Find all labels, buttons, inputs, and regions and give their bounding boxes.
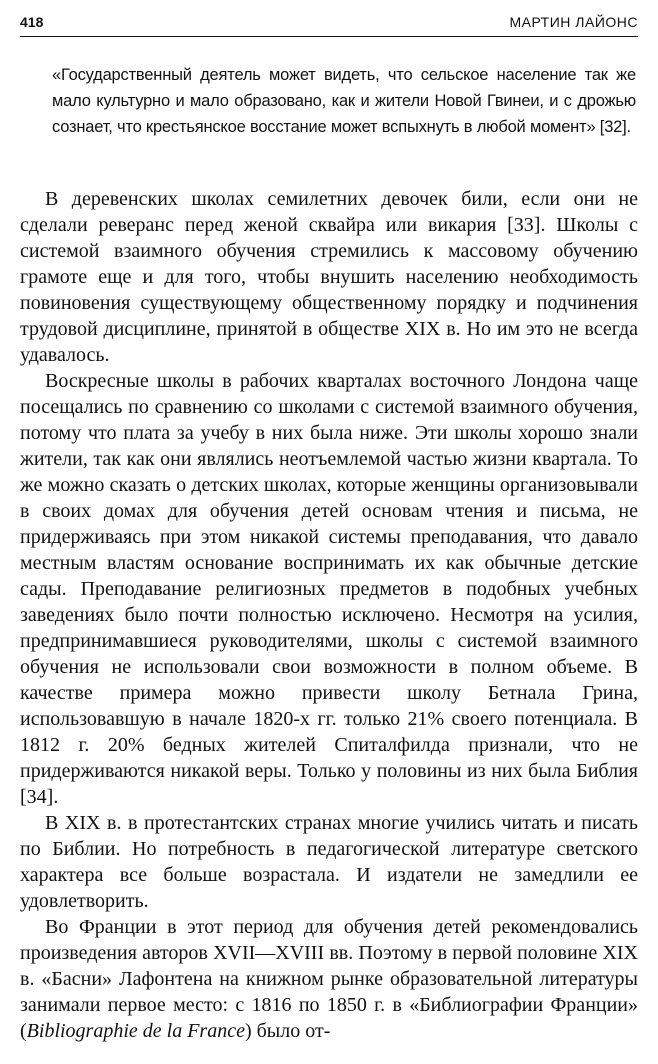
paragraph: [20, 914, 638, 1044]
block-quote: «Государственный деятель может видеть, что сельское население так же мало культурно и мало образовано, как и жители Новой Гвинеи, и с дрожью сознает, что крестьянское восстание может вспыхнуть в любой момент» [32].: [52, 66, 636, 136]
paragraph: В XIX в. в протестантских странах многие учились читать и писать по Библии. Но потребность в педагогической литературе светского характера все больше возрастала. И издатели не замедлили ее удовлетворить.: [20, 812, 638, 912]
body-text: [20, 186, 638, 1044]
paragraph: Воскресные школы в рабочих кварталах восточного Лондона чаще посещались по сравнению со школами с системой взаимного обучения, потому что плата за учебу в них была ниже. Эти школы хорошо знали жители, так как они являлись неотъемлемой частью жизни квартала. То же можно сказать о детских школах, которые женщины организовывали в своих домах для обучения детей основам чтения и письма, не придерживаясь при этом никакой системы преподавания, что давало местным властям основание воспринимать их как обычные детские сады. Преподавание религиозных предметов в подобных учебных заведениях было почти полностью исключено. Несмотря на усилия, предпринимавшиеся руководителями, школы с системой взаимного обучения не использовали свои возможности в полном объеме. В качестве примера можно привести школу Бетнала Грина, использовавшую в начале 1820-х гг. только 21% своего потенциала. В 1812 г. 20% бедных жителей Спиталфилда признали, что не придерживаются никакой веры. Только у половины из них была Библия [34].: [20, 370, 638, 808]
page-number: 418: [20, 14, 44, 30]
paragraph-text: ) было от-: [244, 1020, 331, 1042]
italic-title: Bibliographie de la France: [26, 1020, 245, 1042]
page-header: [20, 10, 638, 37]
paragraph-text: Во Франции в этот период для обучения детей рекомендовались произведения авторов XVII—XVIII вв. Поэтому в первой половине XIX в. «Басни» Лафонтена на книжном рынке образовательной литературы занимали первое место: с 1816 по 1850 г. в «Библиографии Франции» (: [20, 916, 638, 1042]
paragraph: В деревенских школах семилетних девочек били, если они не сделали реверанс перед женой сквайра или викария [33]. Школы с системой взаимного обучения стремились к массовому обучению грамоте еще и для того, чтобы внушить населению необходимость повиновения существующему общественному порядку и подчинения трудовой дисциплине, принятой в обществе XIX в. Но им это не всегда удавалось.: [20, 188, 638, 366]
running-head: МАРТИН ЛАЙОНС: [509, 14, 638, 30]
